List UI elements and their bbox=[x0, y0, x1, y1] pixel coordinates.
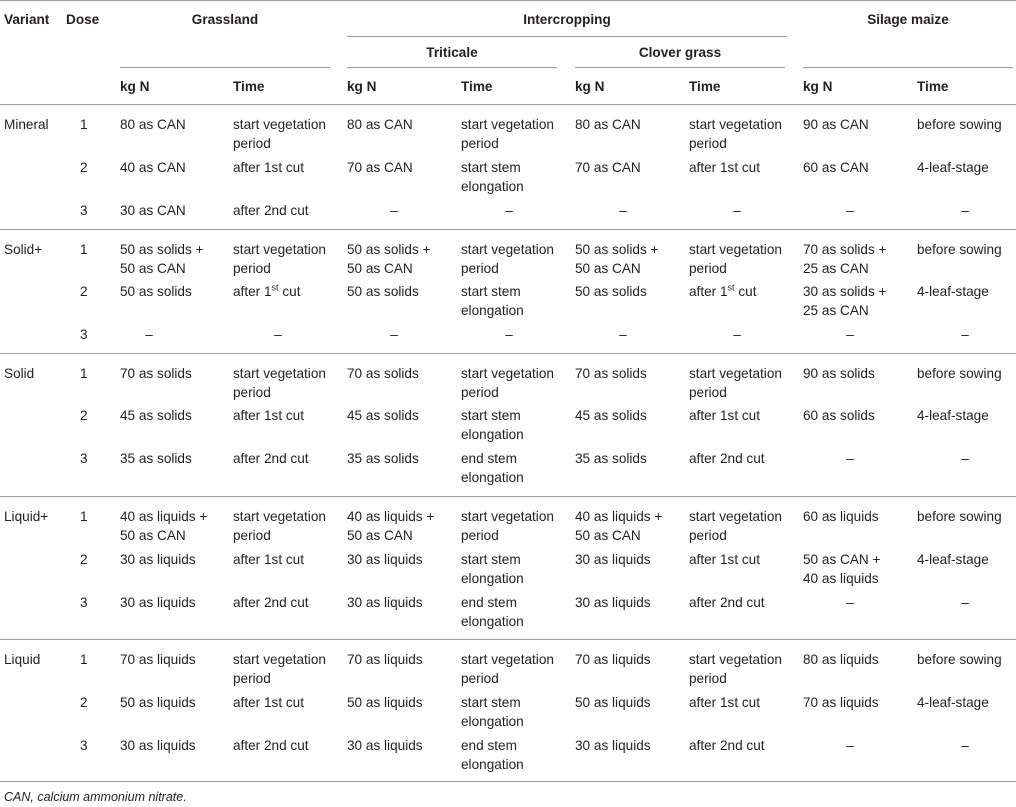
header-maize-time: Time bbox=[917, 79, 949, 94]
grassland-kgn-cell: 50 as solids + bbox=[120, 242, 204, 257]
grassland-time-cell: after 1st cut bbox=[233, 695, 305, 710]
grassland-time-cell: period bbox=[233, 261, 271, 276]
grassland-time-cell: after 2nd cut bbox=[233, 738, 309, 753]
clover-time-cell: after 1st cut bbox=[689, 282, 757, 299]
triticale-kgn-cell: 50 as CAN bbox=[347, 528, 413, 543]
maize-time-cell: – bbox=[961, 595, 969, 610]
triticale-time-cell: elongation bbox=[461, 470, 524, 485]
header-dose: Dose bbox=[66, 12, 100, 27]
clover-kgn-cell: 70 as liquids bbox=[575, 652, 651, 667]
triticale-kgn-cell: 50 as liquids bbox=[347, 695, 423, 710]
grassland-kgn-cell: 45 as solids bbox=[120, 408, 192, 423]
grassland-time-cell: – bbox=[274, 327, 282, 342]
header-variant: Variant bbox=[4, 12, 50, 27]
triticale-time-cell: – bbox=[505, 327, 513, 342]
top-rule bbox=[0, 0, 1016, 1]
grassland-time-cell: after 2nd cut bbox=[233, 451, 309, 466]
triticale-time-cell: period bbox=[461, 671, 499, 686]
triticale-time-cell: start vegetation bbox=[461, 117, 554, 132]
grassland-time-cell: after 1st cut bbox=[233, 552, 305, 567]
triticale-time-cell: end stem bbox=[461, 738, 517, 753]
maize-kgn-cell: 70 as solids + bbox=[803, 242, 887, 257]
triticale-time-cell: elongation bbox=[461, 614, 524, 629]
triticale-time-cell: period bbox=[461, 385, 499, 400]
clover-kgn-cell: 70 as solids bbox=[575, 366, 647, 381]
triticale-time-cell: start vegetation bbox=[461, 366, 554, 381]
clover-kgn-cell: 50 as liquids bbox=[575, 695, 651, 710]
grassland-time-cell: start vegetation bbox=[233, 366, 326, 381]
silage-maize-underline bbox=[803, 67, 1013, 68]
grassland-kgn-cell: 50 as CAN bbox=[120, 261, 186, 276]
group-rule-4 bbox=[0, 639, 1016, 640]
clover-time-cell: start vegetation bbox=[689, 509, 782, 524]
grassland-time-cell: start vegetation bbox=[233, 117, 326, 132]
header-clover-kgn: kg N bbox=[575, 79, 605, 94]
clover-time-cell: after 2nd cut bbox=[689, 738, 765, 753]
group-rule-1 bbox=[0, 229, 1016, 230]
clover-time-cell: after 1st cut bbox=[689, 552, 761, 567]
grassland-time-cell: start vegetation bbox=[233, 242, 326, 257]
clover-time-cell: – bbox=[733, 327, 741, 342]
triticale-kgn-cell: 35 as solids bbox=[347, 451, 419, 466]
grassland-time-cell: start vegetation bbox=[233, 509, 326, 524]
triticale-kgn-cell: – bbox=[390, 203, 398, 218]
triticale-time-cell: elongation bbox=[461, 303, 524, 318]
group-rule-3 bbox=[0, 496, 1016, 497]
header-clover-time: Time bbox=[689, 79, 721, 94]
triticale-time-cell: elongation bbox=[461, 179, 524, 194]
clover-time-cell: after 1st cut bbox=[689, 695, 761, 710]
dose-cell: 3 bbox=[80, 451, 88, 466]
dose-cell: 2 bbox=[80, 408, 88, 423]
clover-kgn-cell: 30 as liquids bbox=[575, 552, 651, 567]
clover-kgn-cell: 50 as solids + bbox=[575, 242, 659, 257]
triticale-time-cell: period bbox=[461, 261, 499, 276]
maize-time-cell: 4-leaf-stage bbox=[917, 552, 989, 567]
dose-cell: 2 bbox=[80, 552, 88, 567]
triticale-time-cell: elongation bbox=[461, 571, 524, 586]
clover-kgn-cell: 30 as liquids bbox=[575, 595, 651, 610]
header-grassland-kgn: kg N bbox=[120, 79, 150, 94]
maize-kgn-cell: 70 as liquids bbox=[803, 695, 879, 710]
triticale-kgn-cell: 80 as CAN bbox=[347, 117, 413, 132]
grassland-kgn-cell: 50 as CAN bbox=[120, 528, 186, 543]
variant-label: Liquid bbox=[4, 652, 41, 667]
triticale-underline bbox=[347, 67, 557, 68]
triticale-kgn-cell: 40 as liquids + bbox=[347, 509, 435, 524]
maize-kgn-cell: – bbox=[846, 451, 854, 466]
grassland-kgn-cell: 35 as solids bbox=[120, 451, 192, 466]
clover-time-cell: period bbox=[689, 385, 727, 400]
grassland-kgn-cell: 50 as solids bbox=[120, 284, 192, 299]
grassland-time-cell: after 1st cut bbox=[233, 160, 305, 175]
intercropping-underline bbox=[347, 36, 787, 37]
header-triticale: Triticale bbox=[426, 45, 478, 60]
grassland-kgn-cell: 70 as solids bbox=[120, 366, 192, 381]
variant-label: Solid+ bbox=[4, 242, 43, 257]
grassland-kgn-cell: 80 as CAN bbox=[120, 117, 186, 132]
dose-cell: 1 bbox=[80, 117, 88, 132]
clover-grass-underline bbox=[575, 67, 785, 68]
maize-time-cell: 4-leaf-stage bbox=[917, 695, 989, 710]
bottom-rule bbox=[0, 781, 1016, 782]
clover-kgn-cell: 45 as solids bbox=[575, 408, 647, 423]
maize-kgn-cell: 25 as CAN bbox=[803, 261, 869, 276]
clover-time-cell: after 2nd cut bbox=[689, 595, 765, 610]
dose-cell: 2 bbox=[80, 695, 88, 710]
clover-time-cell: start vegetation bbox=[689, 652, 782, 667]
variant-label: Mineral bbox=[4, 117, 49, 132]
maize-time-cell: 4-leaf-stage bbox=[917, 160, 989, 175]
maize-kgn-cell: 25 as CAN bbox=[803, 303, 869, 318]
dose-cell: 3 bbox=[80, 595, 88, 610]
dose-cell: 3 bbox=[80, 327, 88, 342]
dose-cell: 2 bbox=[80, 160, 88, 175]
clover-time-cell: after 1st cut bbox=[689, 160, 761, 175]
clover-time-cell: period bbox=[689, 136, 727, 151]
header-silage-maize: Silage maize bbox=[867, 12, 949, 27]
grassland-time-cell: after 2nd cut bbox=[233, 203, 309, 218]
variant-label: Solid bbox=[4, 366, 35, 381]
triticale-time-cell: start stem bbox=[461, 284, 521, 299]
triticale-kgn-cell: 50 as solids bbox=[347, 284, 419, 299]
header-triticale-time: Time bbox=[461, 79, 493, 94]
triticale-kgn-cell: 45 as solids bbox=[347, 408, 419, 423]
clover-kgn-cell: 50 as CAN bbox=[575, 528, 641, 543]
maize-time-cell: before sowing bbox=[917, 509, 1002, 524]
maize-time-cell: – bbox=[961, 327, 969, 342]
maize-time-cell: before sowing bbox=[917, 366, 1002, 381]
triticale-time-cell: start vegetation bbox=[461, 509, 554, 524]
clover-time-cell: start vegetation bbox=[689, 242, 782, 257]
clover-time-cell: after 1st cut bbox=[689, 408, 761, 423]
maize-kgn-cell: – bbox=[846, 327, 854, 342]
header-triticale-kgn: kg N bbox=[347, 79, 377, 94]
triticale-kgn-cell: 70 as liquids bbox=[347, 652, 423, 667]
triticale-time-cell: – bbox=[505, 203, 513, 218]
variant-label: Liquid+ bbox=[4, 509, 49, 524]
grassland-time-cell: after 1st cut bbox=[233, 408, 305, 423]
maize-time-cell: – bbox=[961, 738, 969, 753]
dose-cell: 1 bbox=[80, 366, 88, 381]
triticale-kgn-cell: 70 as solids bbox=[347, 366, 419, 381]
triticale-kgn-cell: – bbox=[390, 327, 398, 342]
maize-kgn-cell: 90 as solids bbox=[803, 366, 875, 381]
header-maize-kgn: kg N bbox=[803, 79, 833, 94]
header-bottom-rule bbox=[0, 104, 1016, 105]
dose-cell: 1 bbox=[80, 652, 88, 667]
maize-kgn-cell: 60 as liquids bbox=[803, 509, 879, 524]
triticale-time-cell: period bbox=[461, 528, 499, 543]
triticale-time-cell: end stem bbox=[461, 595, 517, 610]
grassland-underline bbox=[120, 67, 330, 68]
maize-time-cell: – bbox=[961, 451, 969, 466]
clover-kgn-cell: 50 as CAN bbox=[575, 261, 641, 276]
header-intercropping: Intercropping bbox=[523, 12, 611, 27]
maize-kgn-cell: 90 as CAN bbox=[803, 117, 869, 132]
clover-kgn-cell: – bbox=[619, 203, 627, 218]
triticale-kgn-cell: 70 as CAN bbox=[347, 160, 413, 175]
clover-time-cell: start vegetation bbox=[689, 117, 782, 132]
dose-cell: 3 bbox=[80, 203, 88, 218]
grassland-kgn-cell: – bbox=[145, 327, 153, 342]
grassland-kgn-cell: 40 as CAN bbox=[120, 160, 186, 175]
triticale-kgn-cell: 50 as solids + bbox=[347, 242, 431, 257]
clover-kgn-cell: – bbox=[619, 327, 627, 342]
grassland-time-cell: period bbox=[233, 671, 271, 686]
maize-time-cell: before sowing bbox=[917, 242, 1002, 257]
dose-cell: 1 bbox=[80, 509, 88, 524]
grassland-kgn-cell: 40 as liquids + bbox=[120, 509, 208, 524]
maize-time-cell: – bbox=[961, 203, 969, 218]
triticale-time-cell: start stem bbox=[461, 160, 521, 175]
clover-kgn-cell: 30 as liquids bbox=[575, 738, 651, 753]
triticale-time-cell: start vegetation bbox=[461, 242, 554, 257]
grassland-time-cell: start vegetation bbox=[233, 652, 326, 667]
clover-time-cell: period bbox=[689, 671, 727, 686]
triticale-time-cell: period bbox=[461, 136, 499, 151]
maize-kgn-cell: 80 as liquids bbox=[803, 652, 879, 667]
maize-kgn-cell: 60 as CAN bbox=[803, 160, 869, 175]
clover-time-cell: period bbox=[689, 528, 727, 543]
triticale-kgn-cell: 30 as liquids bbox=[347, 595, 423, 610]
triticale-kgn-cell: 30 as liquids bbox=[347, 738, 423, 753]
maize-kgn-cell: 50 as CAN + bbox=[803, 552, 881, 567]
grassland-kgn-cell: 50 as liquids bbox=[120, 695, 196, 710]
footnote: CAN, calcium ammonium nitrate. bbox=[4, 790, 187, 804]
maize-kgn-cell: 30 as solids + bbox=[803, 284, 887, 299]
grassland-time-cell: after 1st cut bbox=[233, 282, 301, 299]
group-rule-2 bbox=[0, 353, 1016, 354]
clover-time-cell: after 2nd cut bbox=[689, 451, 765, 466]
triticale-kgn-cell: 50 as CAN bbox=[347, 261, 413, 276]
clover-kgn-cell: 40 as liquids + bbox=[575, 509, 663, 524]
header-clover-grass: Clover grass bbox=[638, 45, 722, 60]
maize-kgn-cell: – bbox=[846, 595, 854, 610]
maize-time-cell: 4-leaf-stage bbox=[917, 408, 989, 423]
triticale-time-cell: elongation bbox=[461, 714, 524, 729]
dose-cell: 1 bbox=[80, 242, 88, 257]
grassland-time-cell: period bbox=[233, 136, 271, 151]
maize-kgn-cell: – bbox=[846, 203, 854, 218]
triticale-time-cell: start stem bbox=[461, 695, 521, 710]
grassland-time-cell: period bbox=[233, 385, 271, 400]
grassland-kgn-cell: 30 as CAN bbox=[120, 203, 186, 218]
clover-time-cell: – bbox=[733, 203, 741, 218]
dose-cell: 2 bbox=[80, 284, 88, 299]
clover-kgn-cell: 70 as CAN bbox=[575, 160, 641, 175]
clover-time-cell: start vegetation bbox=[689, 366, 782, 381]
clover-kgn-cell: 35 as solids bbox=[575, 451, 647, 466]
maize-kgn-cell: – bbox=[846, 738, 854, 753]
maize-kgn-cell: 40 as liquids bbox=[803, 571, 879, 586]
clover-kgn-cell: 80 as CAN bbox=[575, 117, 641, 132]
clover-time-cell: period bbox=[689, 261, 727, 276]
grassland-kgn-cell: 30 as liquids bbox=[120, 595, 196, 610]
clover-kgn-cell: 50 as solids bbox=[575, 284, 647, 299]
maize-time-cell: 4-leaf-stage bbox=[917, 284, 989, 299]
maize-time-cell: before sowing bbox=[917, 652, 1002, 667]
maize-time-cell: before sowing bbox=[917, 117, 1002, 132]
triticale-time-cell: start stem bbox=[461, 408, 521, 423]
grassland-kgn-cell: 30 as liquids bbox=[120, 738, 196, 753]
triticale-time-cell: end stem bbox=[461, 451, 517, 466]
dose-cell: 3 bbox=[80, 738, 88, 753]
grassland-time-cell: after 2nd cut bbox=[233, 595, 309, 610]
grassland-time-cell: period bbox=[233, 528, 271, 543]
triticale-time-cell: start stem bbox=[461, 552, 521, 567]
triticale-time-cell: elongation bbox=[461, 427, 524, 442]
triticale-time-cell: elongation bbox=[461, 757, 524, 772]
triticale-kgn-cell: 30 as liquids bbox=[347, 552, 423, 567]
header-grassland-time: Time bbox=[233, 79, 265, 94]
triticale-time-cell: start vegetation bbox=[461, 652, 554, 667]
maize-kgn-cell: 60 as solids bbox=[803, 408, 875, 423]
grassland-kgn-cell: 30 as liquids bbox=[120, 552, 196, 567]
header-grassland: Grassland bbox=[191, 12, 259, 27]
grassland-kgn-cell: 70 as liquids bbox=[120, 652, 196, 667]
